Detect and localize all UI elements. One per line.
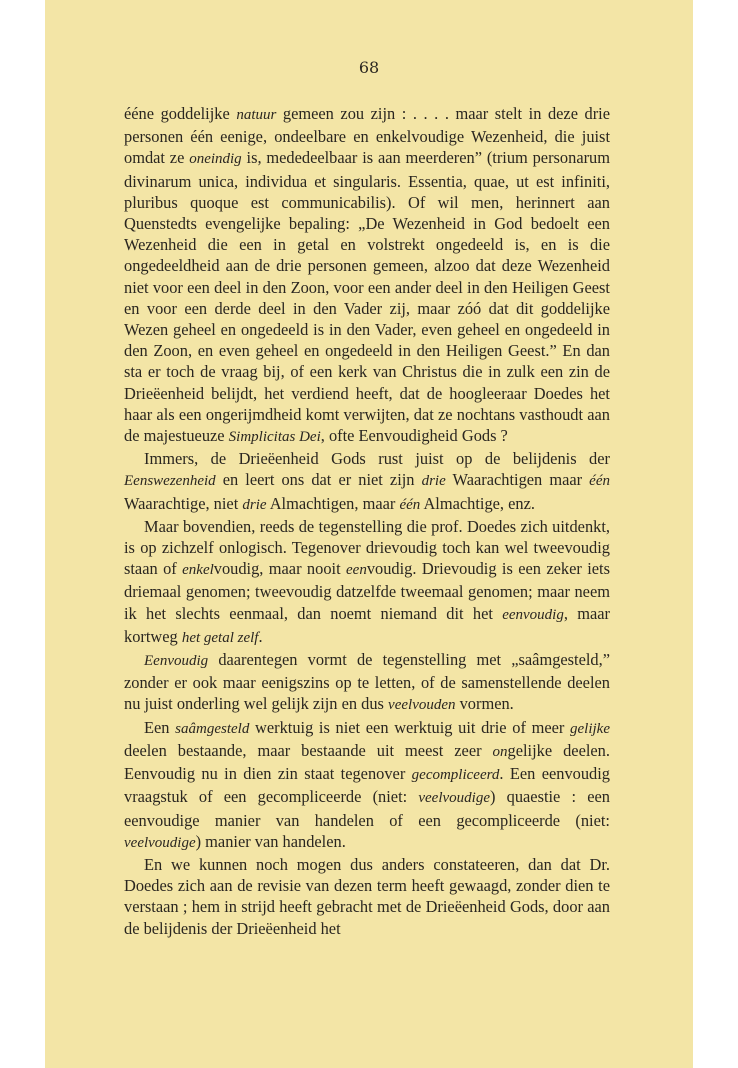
italic-text: Eenswezenheid	[124, 473, 216, 490]
italic-text: veelvoudige	[124, 834, 196, 851]
text-run: Waarachtigen maar	[445, 470, 590, 490]
paragraph	[124, 103, 610, 448]
text-run: Waarachtige, niet	[124, 493, 243, 513]
italic-text: het getal zelf	[181, 629, 259, 646]
paragraph	[124, 448, 610, 516]
italic-text: een	[346, 562, 367, 579]
text-run: .	[258, 626, 263, 646]
text-run: voudig. Drievoudig is een zeker iets driemaal genomen; tweevoudig datzelfde tweemaal genomen; maar neem ik het slechts eenmaal, dan noemt niemand dit het	[124, 559, 610, 623]
italic-text: drie	[242, 496, 267, 513]
text-run: en leert ons dat er niet zijn	[215, 470, 422, 490]
text-run: , maar kortweg	[124, 603, 611, 646]
italic-text: één	[589, 473, 610, 490]
italic-text: oneindig	[189, 151, 242, 168]
text-run: is, mededeelbaar is aan meerderen” (trium personarum divinarum unica, individua et singularis. Essentia, quae, ut est infiniti, pluribus quoque est communicabilis). Of wil men, herinnert aan Quenstedts evengelijke bepaling: „De Wezenheid in God bedoelt een Wezenheid die een in getal en volstrekt ongedeeld is, en is die ongedeeldheid aan de drie personen gemeen, alzoo dat deze Wezenheid niet voor een deel in den Zoon, voor een ander deel in den Heiligen Geest en voor een derde deel in den Vader zij, maar zóó dat dit goddelijke Wezen geheel en ongedeeld is in den Vader, even geheel en ongedeeld in den Zoon, en even geheel en ongedeeld in den Heiligen Geest.” En dan sta er toch de vraag bij, of een kerk van Christus die in zulk een zin de Drieëenheid belijdt, het verdiend heeft, dat de hoogleeraar Doedes het haar als een ongerijmdheid komt verwijten, dat ze nochtans vasthoudt aan de majestueuze	[124, 148, 610, 446]
italic-text: drie	[421, 473, 446, 490]
text-run: Almachtige, enz.	[420, 493, 535, 513]
italic-text: eenvoudig	[502, 606, 564, 623]
paragraph	[124, 854, 610, 939]
text-run: gemeen zou zijn : . . . . maar stelt in deze drie personen één eenige, ondeelbare en enkelvoudige Wezenheid, die juist omdat ze	[124, 104, 611, 168]
italic-text: gecompliceerd	[411, 767, 500, 784]
italic-text: gelijke	[570, 720, 610, 737]
text-run: . Een eenvoudig vraagstuk of een gecompliceerde (niet:	[124, 764, 611, 807]
italic-text: één	[399, 496, 421, 513]
text-run: daarentegen vormt de tegenstelling met „saâmgesteld,” zonder er ook maar eenigszins op te letten, of de samenstellende deelen nu juist onderling wel gelijk zijn en dus	[124, 650, 610, 714]
italic-text: saâmgesteld	[175, 720, 250, 737]
text-run: éénе goddelijke	[124, 104, 237, 123]
body-text	[124, 103, 610, 939]
book-page	[45, 0, 693, 1068]
paragraph	[124, 516, 610, 649]
text-run: Almachtigen, maar	[266, 493, 400, 513]
italic-text: enkel	[182, 562, 214, 579]
text-run: Maar bovendien, reeds de tegenstelling die prof. Doedes zich uitdenkt, is op zichzelf onlogisch. Tegenover drievoudig toch kan wel tweevoudig staan of	[124, 516, 610, 579]
italic-text: Simplicitas Dei	[228, 429, 321, 446]
italic-text: on	[492, 743, 508, 760]
text-run: gelijke deelen. Eenvoudig nu in dien zin staat tegenover	[124, 740, 610, 784]
text-run: Een	[144, 717, 176, 737]
italic-text: veelvouden	[388, 697, 456, 714]
paragraph	[124, 717, 610, 854]
italic-text: veelvoudige	[418, 790, 490, 807]
text-run: Immers, de Drieëenheid Gods rust juist op de belijdenis der	[144, 449, 610, 469]
italic-text: natuur	[236, 107, 277, 123]
italic-text: Eenvoudig	[144, 653, 209, 670]
text-run: ) quaestie : een eenvoudige manier van handelen of een gecompliceerde (niet:	[124, 787, 610, 830]
text-run: En we kunnen noch mogen dus anders constateeren, dan dat Dr. Doedes zich aan de revisie van dezen term heeft gewaagd, zonder dien te verstaan ; hem in strijd heeft gebracht met de Drieëenheid Gods, door aan de belijdenis der Drieëenheid het	[124, 854, 610, 938]
text-run: , ofte Eenvoudigheid Gods ?	[320, 426, 508, 446]
text-run: werktuig is niet een werktuig uit drie of meer	[249, 717, 570, 737]
text-run: vormen.	[455, 694, 514, 714]
text-run: deelen bestaande, maar bestaande uit meest zeer	[124, 740, 493, 760]
text-run: voudig, maar nooit	[213, 559, 347, 579]
page-number: 68	[358, 58, 380, 77]
text-run: ) manier van handelen.	[195, 831, 346, 851]
paragraph	[124, 649, 610, 717]
